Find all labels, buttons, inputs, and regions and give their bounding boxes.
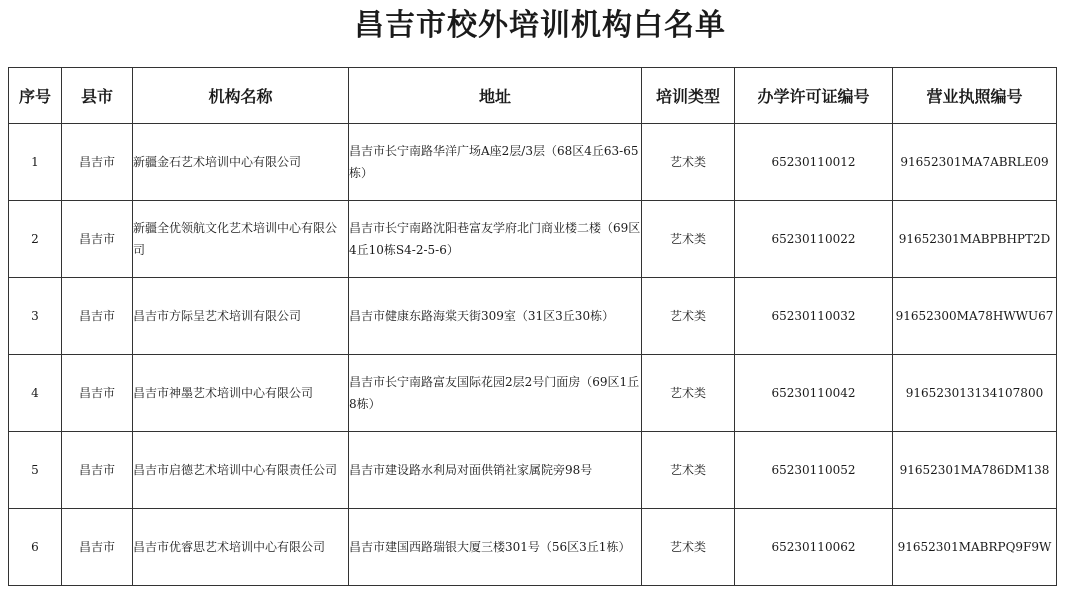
cell-institution-name: 新疆金石艺术培训中心有限公司 [133,124,349,201]
cell-county: 昌吉市 [62,509,133,586]
cell-address: 昌吉市建国西路瑞银大厦三楼301号（56区3丘1栋） [349,509,642,586]
cell-address: 昌吉市长宁南路华洋广场A座2层/3层（68区4丘63-65栋） [349,124,642,201]
column-header-license: 办学许可证编号 [735,68,893,124]
cell-institution-name: 昌吉市优睿思艺术培训中心有限公司 [133,509,349,586]
cell-institution-name: 新疆全优领航文化艺术培训中心有限公司 [133,201,349,278]
cell-seq: 5 [9,432,62,509]
cell-license-number: 65230110052 [735,432,893,509]
cell-address: 昌吉市长宁南路富友国际花园2层2号门面房（69区1丘8栋） [349,355,642,432]
column-header-type: 培训类型 [642,68,735,124]
table-row [9,278,1057,355]
cell-business-license: 916523013134107800 [893,355,1057,432]
cell-license-number: 65230110012 [735,124,893,201]
cell-institution-name: 昌吉市方际呈艺术培训有限公司 [133,278,349,355]
table-row [9,355,1057,432]
cell-address: 昌吉市健康东路海棠天街309室（31区3丘30栋） [349,278,642,355]
cell-county: 昌吉市 [62,355,133,432]
cell-training-type: 艺术类 [642,201,735,278]
column-header-address: 地址 [349,68,642,124]
cell-county: 昌吉市 [62,278,133,355]
cell-training-type: 艺术类 [642,509,735,586]
cell-county: 昌吉市 [62,124,133,201]
column-header-seq: 序号 [9,68,62,124]
cell-address: 昌吉市建设路水利局对面供销社家属院旁98号 [349,432,642,509]
cell-institution-name: 昌吉市启德艺术培训中心有限责任公司 [133,432,349,509]
cell-training-type: 艺术类 [642,278,735,355]
cell-county: 昌吉市 [62,432,133,509]
cell-license-number: 65230110042 [735,355,893,432]
cell-institution-name: 昌吉市神墨艺术培训中心有限公司 [133,355,349,432]
page-title: 昌吉市校外培训机构白名单 [354,8,726,43]
cell-business-license: 91652301MABRPQ9F9W [893,509,1057,586]
cell-address: 昌吉市长宁南路沈阳巷富友学府北门商业楼二楼（69区4丘10栋S4-2-5-6） [349,201,642,278]
column-header-name: 机构名称 [133,68,349,124]
cell-seq: 1 [9,124,62,201]
cell-license-number: 65230110062 [735,509,893,586]
cell-business-license: 91652301MA7ABRLE09 [893,124,1057,201]
cell-license-number: 65230110022 [735,201,893,278]
cell-business-license: 91652301MABPBHPT2D [893,201,1057,278]
table-row [9,509,1057,586]
cell-training-type: 艺术类 [642,432,735,509]
table-row [9,124,1057,201]
cell-county: 昌吉市 [62,201,133,278]
table-row [9,201,1057,278]
cell-license-number: 65230110032 [735,278,893,355]
cell-seq: 4 [9,355,62,432]
table-header-row [9,68,1057,124]
column-header-county: 县市 [62,68,133,124]
cell-seq: 2 [9,201,62,278]
cell-business-license: 91652301MA786DM138 [893,432,1057,509]
cell-training-type: 艺术类 [642,124,735,201]
cell-seq: 3 [9,278,62,355]
cell-training-type: 艺术类 [642,355,735,432]
cell-seq: 6 [9,509,62,586]
table-row [9,432,1057,509]
column-header-business: 营业执照编号 [893,68,1057,124]
whitelist-table [8,67,1057,586]
cell-business-license: 91652300MA78HWWU67 [893,278,1057,355]
